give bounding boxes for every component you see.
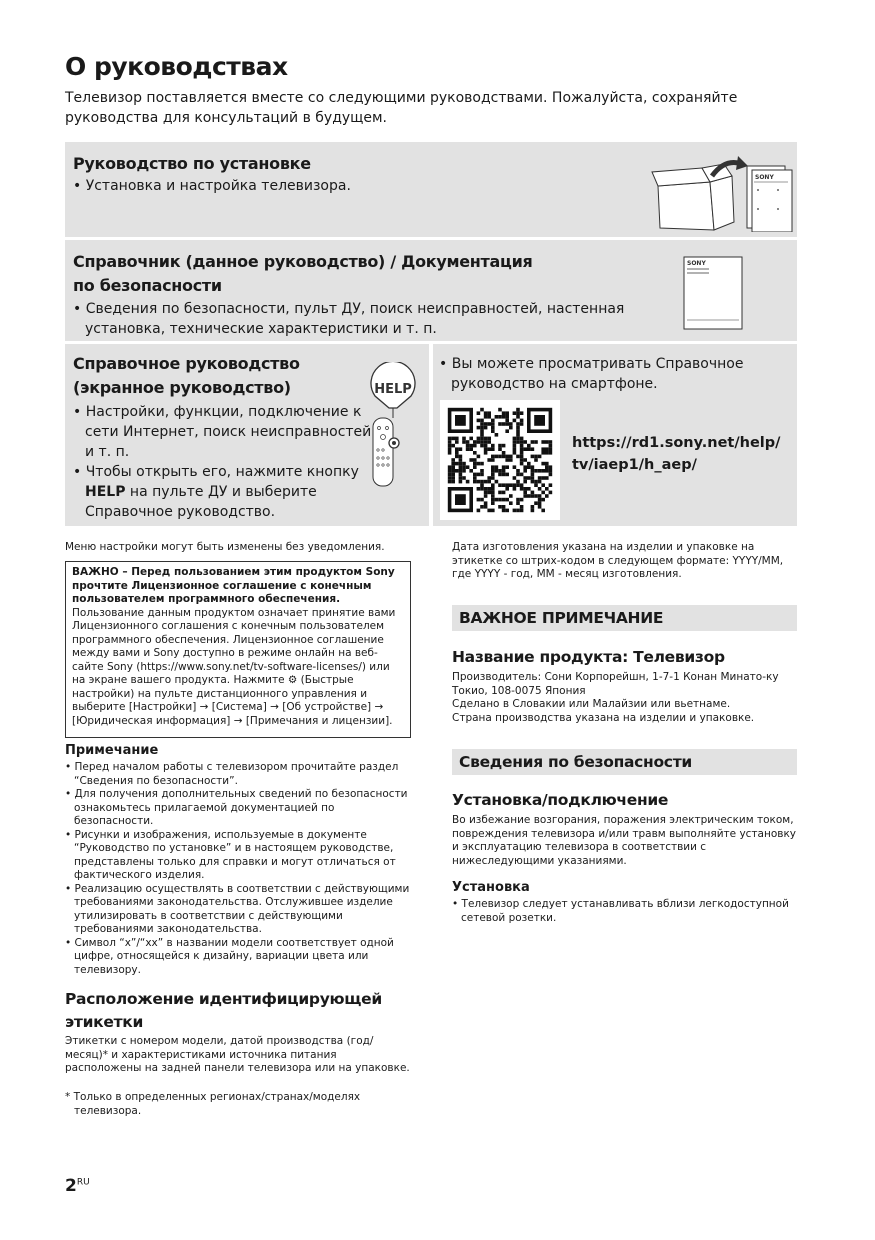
setup-brand-text: SONY	[755, 174, 774, 181]
license-notice	[65, 561, 411, 738]
qr-code	[440, 400, 560, 520]
manufacture-date-text: Дата изготовления указана на изделии и упаковке на этикетке со штрих-кодом в следующем формате: YYYY/MM, где YYYY - год, MM - месяц изготовления.	[452, 541, 784, 580]
safety-banner: Сведения по безопасности	[452, 749, 797, 775]
install-text: Во избежание возгорания, поражения электрическим током, повреждения телевизора и/или травм выполняйте установку и эксплуатацию телевизора в соответствии с нижеследующими указаниями.	[452, 814, 797, 867]
reference-brand-text: SONY	[687, 260, 706, 267]
reference-guide-bullet: • Сведения по безопасности, пульт ДУ, поиск неисправностей, настенная установка, технические характеристики и т. п.	[73, 301, 625, 337]
important-banner: ВАЖНОЕ ПРИМЕЧАНИЕ	[452, 605, 797, 631]
product-heading: Название продукта: Телевизор	[452, 648, 725, 666]
setup-guide-heading: Руководство по установке	[73, 154, 311, 173]
help-guide-bullet-2: • Чтобы открыть его, нажмите кнопку HELP на пульте ДУ и выберите Справочное руководство.	[73, 464, 359, 520]
label-location-text: Этикетки с номером модели, датой производства (год/месяц)* и характеристиками источника питания расположены на задней панели телевизора или на упаковке.	[65, 1035, 410, 1074]
setup-guide-bullet: • Установка и настройка телевизора.	[73, 178, 351, 194]
reference-guide-heading: Справочник (данное руководство) / Документация по безопасности	[73, 252, 533, 295]
license-notice-bold: ВАЖНО – Перед пользованием этим продуктом Sony прочтите Лицензионное соглашение с конечным пользователем программного обеспечения.	[72, 566, 395, 605]
list-item: • Рисунки и изображения, используемые в документе “Руководство по установке” и в настоящем руководстве, представлены только для справки и могут отличаться от фактического изделия.	[65, 828, 396, 881]
help-guide-bullet-1: • Настройки, функции, подключение к сети Интернет, поиск неисправностей и т. п.	[73, 404, 372, 460]
help-url: https://rd1.sony.net/help/ tv/iaep1/h_aep/	[572, 435, 781, 473]
reference-guide-box	[65, 240, 797, 341]
setup-guide-box	[65, 142, 797, 237]
intro-text: Телевизор поставляется вместе со следующими руководствами. Пожалуйста, сохраняйте руководства для консультаций в будущем.	[65, 90, 738, 126]
help-guide-heading: Справочное руководство (экранное руководство)	[73, 354, 300, 397]
qr-code-icon	[440, 400, 560, 520]
page-title: О руководствах	[65, 52, 288, 81]
label-location-heading: Расположение идентифицирующей этикетки	[65, 990, 382, 1031]
setup-bullet: • Телевизор следует устанавливать вблизи легкодоступной сетевой розетки.	[452, 898, 789, 924]
footnote: * Только в определенных регионах/странах/моделях телевизора.	[65, 1091, 361, 1117]
list-item: • Для получения дополнительных сведений по безопасности ознакомьтесь прилагаемой документацией по безопасности.	[65, 788, 408, 827]
note-heading: Примечание	[65, 743, 159, 758]
smartphone-bullet: • Вы можете просматривать Справочное руководство на смартфоне.	[439, 356, 744, 392]
list-item: • Реализацию осуществлять в соответствии с действующими требованиями законодательства. Отслужившее изделие утилизировать в соответствии с действующими требованиями законодательства.	[65, 882, 410, 935]
tv-box-illustration	[650, 156, 795, 232]
language-code: RU	[76, 1177, 90, 1188]
remote-help-illustration	[363, 362, 423, 488]
menu-change-note: Меню настройки могут быть изменены без уведомления.	[65, 541, 385, 553]
license-notice-text: Пользование данным продуктом означает принятие вами Лицензионного соглашения с конечным пользователем программного обеспечения. Лицензионное соглашение между вами и Sony доступно в режиме онлайн на веб-сайте Sony (https://www.sony.net/tv-software-licenses/) или на экране вашего продукта. Нажмите ⚙ (Быстрые настройки) на пульте дистанционного управления и выберите [Настройки] → [Система] → [Об устройстве] → [Юридическая информация] → [Примечания и лицензии].	[72, 606, 396, 727]
list-item: • Перед началом работы с телевизором прочитайте раздел “Сведения по безопасности”.	[65, 761, 399, 787]
notes-list	[65, 761, 415, 977]
product-info: Производитель: Сони Корпорейшн, 1-7-1 Конан Минато-ку Токио, 108-0075 Япония Сделано в Словакии или Малайзии или вьетнаме. Страна производства указана на изделии и упаковке.	[452, 671, 779, 724]
help-guide-box	[65, 344, 429, 526]
list-item: • Символ “x”/“xx” в названии модели соответствует одной цифре, относящейся к дизайну, вариации цвета или телевизору.	[65, 936, 394, 976]
smartphone-box	[433, 344, 797, 526]
reference-booklet-illustration	[683, 256, 743, 330]
help-bubble-text: HELP	[374, 382, 412, 397]
setup-subheading: Установка	[452, 880, 530, 895]
install-heading: Установка/подключение	[452, 791, 669, 809]
page-number: $2^{RU}$	[65, 1176, 90, 1196]
help-key-label: HELP	[85, 484, 126, 500]
